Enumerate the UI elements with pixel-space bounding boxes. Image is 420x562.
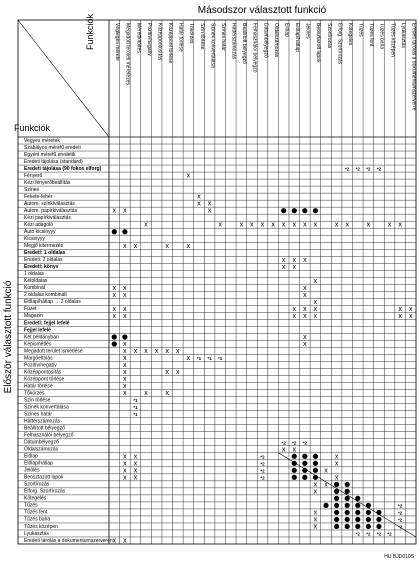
cell-mark: x: [133, 242, 138, 250]
cell-mark: x: [313, 516, 318, 524]
dot-mark: [112, 229, 117, 234]
cell-mark: x: [313, 298, 318, 306]
cell-mark: *1: [218, 356, 223, 362]
column-header: Tűzés fent: [368, 23, 375, 47]
cell-mark: x: [334, 453, 339, 461]
dot-mark: [366, 517, 371, 522]
dot-mark: [313, 468, 318, 473]
row-label: Eredeti: 1 oldalas: [24, 250, 66, 257]
row-label: Autom. színkiválasztás: [24, 200, 75, 207]
cell-mark: x: [123, 291, 127, 299]
cell-mark: *2: [302, 440, 307, 446]
cell-mark: x: [292, 312, 297, 320]
left-title: Először választott funkció: [3, 280, 14, 394]
cell-mark: x: [281, 256, 286, 264]
column-header: Előlap: [283, 23, 290, 37]
cell-mark: x: [303, 341, 307, 349]
cell-mark: x: [334, 474, 339, 482]
cell-mark: x: [303, 333, 307, 341]
cell-mark: x: [207, 207, 212, 215]
cell-mark: *1: [133, 398, 138, 404]
row-label: Eredeti: fejjel lefelé: [24, 320, 70, 327]
cell-mark: x: [186, 242, 191, 250]
row-label: Auto kicsinyyy: [24, 229, 56, 236]
row-label: Jelölés: [24, 467, 40, 474]
cell-mark: x: [165, 348, 169, 356]
cell-mark: *2: [260, 454, 265, 460]
row-label: Középpontosítás: [24, 369, 62, 376]
corner-diagonal: [18, 20, 109, 137]
cell-mark: x: [123, 312, 127, 320]
row-label: Eredeti tárolás a dokumentumszerveren: [24, 537, 113, 544]
cell-mark: x: [398, 221, 402, 229]
cell-mark: x: [303, 291, 307, 299]
row-label: Autom. papírkiválasztás: [24, 207, 78, 214]
cell-mark: *2: [260, 475, 265, 481]
cell-mark: x: [123, 207, 127, 215]
dot-mark: [313, 208, 318, 213]
row-label: 1 oldalas: [24, 271, 45, 278]
column-header: Eredeti tárolás a dokumentumszerverre: [410, 23, 417, 111]
column-header: Tűzés középen: [389, 23, 396, 57]
cell-mark: x: [123, 460, 127, 468]
dot-mark: [366, 510, 371, 515]
cell-mark: *2: [376, 166, 382, 172]
cell-mark: x: [313, 509, 318, 517]
dot-mark: [323, 503, 328, 508]
dot-mark: [334, 496, 339, 501]
row-label: Szinek konvertálása: [24, 404, 69, 411]
cell-mark: x: [112, 291, 117, 299]
cell-mark: x: [165, 369, 169, 377]
row-label: Háttérszámozás: [24, 418, 61, 425]
footer-code: HU BJD010S: [384, 554, 414, 560]
dot-mark: [345, 489, 350, 494]
cell-mark: x: [271, 221, 275, 229]
dot-mark: [292, 208, 297, 213]
dot-mark: [334, 510, 339, 515]
dot-mark: [334, 517, 339, 522]
column-header: Mérettkitöltés: [135, 23, 142, 53]
column-header: Határ törlése: [177, 23, 184, 52]
cell-mark: x: [292, 446, 297, 454]
dot-mark: [292, 468, 297, 473]
cell-mark: x: [260, 221, 265, 229]
cell-mark: x: [133, 474, 138, 482]
row-label: Felhasználói bélyegző: [24, 432, 74, 439]
cell-mark: x: [387, 221, 392, 229]
column-header: Oldalszámozás: [272, 23, 279, 58]
row-label: Határ törlése: [24, 383, 53, 390]
row-label: Magazin: [24, 313, 43, 320]
dot-mark: [281, 208, 286, 213]
dot-mark: [376, 517, 381, 522]
row-label: Lyukasztás: [24, 530, 49, 537]
cell-mark: *2: [345, 166, 350, 172]
cell-mark: x: [123, 467, 127, 475]
cell-mark: x: [123, 362, 127, 370]
column-header: Dátumbélyegző: [262, 23, 269, 58]
row-label: Fényerő: [24, 172, 43, 179]
row-label: Szines: [24, 186, 40, 193]
dot-mark: [376, 524, 381, 529]
cell-mark: *2: [397, 524, 403, 530]
column-header: Beosztazott lapok: [315, 23, 322, 63]
cell-mark: x: [303, 312, 307, 320]
row-label: Margóeltolás: [24, 355, 53, 362]
column-header: Jelölés: [304, 23, 311, 39]
cell-mark: x: [123, 355, 127, 363]
cell-mark: x: [292, 305, 297, 313]
row-label: Pozitív/negatív: [24, 362, 57, 369]
cell-mark: x: [292, 256, 297, 264]
cell-mark: x: [313, 523, 318, 531]
dot-mark: [302, 208, 307, 213]
row-label: Beosztazott lapok: [24, 474, 64, 481]
row-label: Dátumbélyegző: [24, 439, 59, 446]
dot-mark: [355, 517, 360, 522]
cell-mark: *2: [260, 468, 265, 474]
column-header: Végleges mérete: [114, 23, 121, 61]
column-header: Középpontosítás: [156, 23, 163, 61]
column-header: Előlap/hátlap: [294, 23, 301, 52]
cell-mark: x: [197, 200, 201, 208]
cell-mark: x: [281, 221, 286, 229]
cell-mark: x: [239, 221, 244, 229]
cell-mark: x: [123, 376, 127, 384]
cell-mark: x: [123, 390, 127, 398]
dot-mark: [345, 503, 350, 508]
column-header: Lyukasztás: [399, 23, 406, 48]
cell-mark: x: [123, 369, 127, 377]
row-label: Fekete-fehér: [24, 193, 53, 200]
cell-mark: x: [197, 193, 201, 201]
cell-mark: *2: [281, 440, 286, 446]
cell-mark: x: [408, 305, 413, 313]
cell-mark: x: [303, 305, 307, 313]
row-label: Előlap/hátlap: [24, 460, 53, 467]
cell-mark: x: [176, 348, 180, 356]
cell-mark: x: [123, 284, 127, 292]
column-header: Tőkörzés: [188, 23, 195, 44]
dot-mark: [292, 475, 297, 480]
cell-mark: x: [112, 312, 117, 320]
cell-mark: x: [281, 263, 286, 271]
row-label: Kézi adagoló: [24, 222, 53, 229]
row-label: Füzet: [24, 306, 37, 313]
cell-mark: x: [303, 256, 307, 264]
cell-mark: x: [123, 341, 127, 349]
dot-mark: [313, 454, 318, 459]
row-label: Elforg. Szortírozás: [24, 488, 66, 495]
row-label: Középpont törlése: [24, 376, 65, 383]
row-label: Szortírozás: [24, 481, 50, 488]
cell-mark: x: [313, 312, 318, 320]
column-header: Beállított bélyegző: [241, 23, 248, 64]
dot-mark: [302, 468, 307, 473]
cell-mark: *2: [387, 531, 392, 537]
dot-mark: [334, 524, 339, 529]
dot-mark: [313, 461, 318, 466]
column-header: Pozitív/negatív: [145, 23, 152, 56]
cell-mark: *2: [292, 440, 297, 446]
row-label: Tűzés: [24, 502, 38, 509]
row-label: Eredeti tájolása (90 fokos elforg): [24, 165, 102, 172]
corner-bottom-label: Funkciók: [14, 123, 51, 133]
row-label: Kézi fényerőbeállítás: [24, 179, 71, 186]
row-label: Színes határ: [24, 411, 53, 418]
corner-top-label: Funkciók: [85, 13, 95, 50]
dot-mark: [112, 341, 117, 346]
cell-mark: *2: [260, 461, 265, 467]
cell-mark: *1: [133, 412, 138, 418]
row-label: 2 oldalas kombinált: [24, 292, 67, 299]
cell-mark: x: [303, 221, 307, 229]
row-label: Tőkörzés: [24, 390, 45, 397]
dot-mark: [122, 229, 127, 234]
cell-mark: x: [207, 200, 212, 208]
cell-mark: x: [154, 348, 159, 356]
dot-mark: [292, 454, 297, 459]
column-header: Háttérszámozás: [230, 23, 237, 60]
cell-mark: x: [292, 221, 297, 229]
cell-mark: *2: [355, 166, 360, 172]
cell-mark: x: [165, 390, 169, 398]
dot-mark: [355, 496, 360, 501]
dot-mark: [345, 510, 350, 515]
cell-mark: x: [123, 537, 127, 545]
cell-mark: x: [334, 460, 339, 468]
cell-mark: *2: [366, 166, 371, 172]
row-label: Megadott terület ismétlése: [24, 348, 83, 355]
row-label: Kicsinyyy: [24, 236, 45, 243]
row-label: Fejjel lefelé: [24, 327, 51, 334]
row-label: Megjő kitermezés: [24, 243, 64, 250]
row-label: Kétoldalas: [24, 278, 48, 285]
cell-mark: x: [345, 221, 349, 229]
cell-mark: x: [313, 305, 318, 313]
dot-mark: [345, 482, 350, 487]
dot-mark: [355, 510, 360, 515]
cell-mark: x: [303, 284, 307, 292]
cell-mark: x: [123, 348, 127, 356]
column-header: Megadott teröleti méretezés: [124, 23, 131, 85]
column-header: Szinek konvertálása: [209, 23, 216, 68]
dot-mark: [355, 503, 360, 508]
column-header: Kötegelés: [346, 23, 353, 46]
cell-mark: x: [123, 453, 127, 461]
cell-mark: x: [176, 369, 180, 377]
cell-mark: *1: [207, 356, 212, 362]
cell-mark: *2: [397, 510, 403, 516]
cell-mark: x: [133, 348, 138, 356]
cell-mark: *2: [376, 531, 382, 537]
cell-mark: x: [123, 305, 127, 313]
row-label: Eredeti: könyv: [24, 264, 59, 271]
cell-mark: x: [133, 453, 138, 461]
table-frame: [18, 20, 416, 544]
cell-mark: x: [292, 263, 297, 271]
dot-mark: [366, 503, 371, 508]
column-header: Tűzés balra: [378, 23, 385, 50]
cell-mark: *2: [397, 503, 403, 509]
cell-mark: x: [123, 383, 127, 391]
column-header: Szortírozás: [325, 23, 332, 49]
row-label: Kombinál: [24, 285, 45, 292]
dot-mark: [345, 517, 350, 522]
row-label: Tűzés balra: [24, 516, 51, 523]
row-label: Eredeti: 2 oldalas: [24, 257, 63, 264]
cell-mark: x: [112, 305, 117, 313]
cell-mark: x: [398, 312, 402, 320]
cell-mark: *2: [366, 531, 371, 537]
row-label: Szín törlése: [24, 397, 51, 404]
dot-mark: [334, 482, 339, 487]
cell-mark: x: [324, 467, 328, 475]
row-label: Kötegelés: [24, 495, 47, 502]
dot-mark: [292, 461, 297, 466]
cell-mark: x: [313, 488, 318, 496]
cell-mark: x: [398, 305, 402, 313]
dot-mark: [334, 489, 339, 494]
row-label: Előlap: [24, 453, 38, 460]
dot-mark: [334, 503, 339, 508]
cell-mark: x: [112, 284, 117, 292]
cell-mark: x: [366, 221, 371, 229]
cell-mark: *2: [397, 517, 403, 523]
cell-mark: x: [408, 312, 413, 320]
cell-mark: x: [144, 390, 148, 398]
dot-mark: [313, 475, 318, 480]
cell-mark: *1: [133, 405, 138, 411]
cell-mark: x: [133, 460, 138, 468]
cell-mark: x: [324, 481, 328, 489]
column-header: Középpont törlése: [167, 23, 174, 64]
row-label: Eredeti tájolása (standard): [24, 158, 83, 165]
cell-mark: x: [112, 537, 117, 545]
column-header: Tűzés: [357, 23, 364, 37]
cell-mark: x: [334, 221, 339, 229]
cell-mark: x: [112, 207, 117, 215]
cell-mark: x: [165, 242, 169, 250]
column-header: Elforg. Szortírozás: [336, 23, 343, 65]
cell-mark: x: [186, 355, 191, 363]
cell-mark: x: [281, 446, 286, 454]
cell-mark: *1: [196, 356, 202, 362]
row-label: Kézi papírkiválasztás: [24, 215, 71, 222]
dot-mark: [302, 461, 307, 466]
dot-mark: [122, 334, 127, 339]
row-label: Beállított bélyegző: [24, 425, 65, 432]
row-label: Oldalszámozás: [24, 446, 59, 453]
column-header: Felhasználói bélyegző: [251, 23, 258, 73]
cell-mark: *2: [355, 531, 360, 537]
cell-mark: x: [313, 277, 318, 285]
dot-mark: [302, 454, 307, 459]
row-label: Szabályos méretű eredeti: [24, 144, 81, 151]
column-header: Szines határ: [219, 23, 226, 51]
row-label: Előlap/hátlap → 2 oldalas: [24, 299, 81, 306]
cell-mark: x: [186, 172, 191, 180]
column-header: Szín törlése: [198, 23, 205, 50]
top-title: Másodszor választott funkció: [197, 5, 327, 16]
dot-mark: [376, 510, 381, 515]
dot-mark: [112, 334, 117, 339]
row-label: Vegyes méretek: [24, 137, 60, 144]
row-label: Tűzés fent: [24, 509, 48, 516]
dot-mark: [302, 475, 307, 480]
dot-mark: [345, 524, 350, 529]
dot-mark: [366, 524, 371, 529]
cell-mark: x: [313, 221, 318, 229]
dot-mark: [355, 524, 360, 529]
cell-mark: x: [218, 221, 222, 229]
row-label: Képismétlés: [24, 341, 52, 348]
row-label: Tűzés középen: [24, 523, 58, 530]
cell-mark: x: [144, 221, 148, 229]
cell-mark: x: [123, 242, 127, 250]
row-label: Két példányban: [24, 334, 59, 341]
cell-mark: x: [123, 474, 127, 482]
cell-mark: x: [313, 481, 318, 489]
cell-mark: x: [250, 221, 254, 229]
dot-mark: [345, 496, 350, 501]
cell-mark: x: [144, 348, 148, 356]
cell-mark: x: [133, 467, 138, 475]
row-label: Egyéni méretű eredetik: [24, 151, 76, 158]
